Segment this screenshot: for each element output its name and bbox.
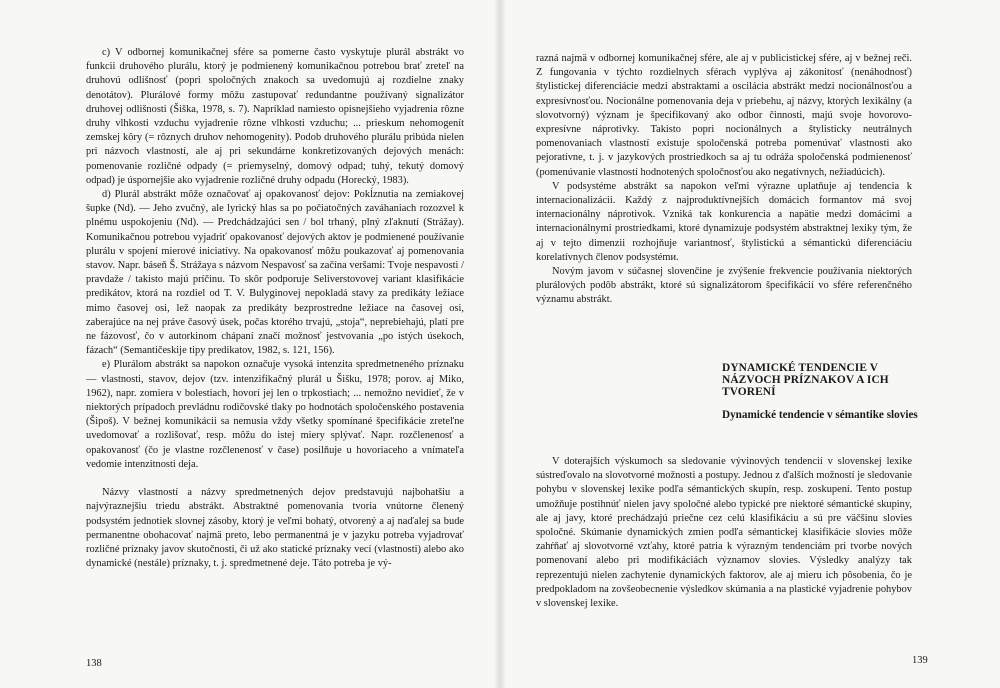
section-heading-block <box>722 362 922 421</box>
section-heading: DYNAMICKÉ TENDENCIE V NÁZVOCH PRÍZNAKOV A ICH TVORENÍ <box>722 362 889 399</box>
paragraph-d: d) Plurál abstrákt môže označovať aj opakovanosť dejov: Pokĺznutia na zemiakovej šupke (Nd). — Jeho zvučný, ale lyrický hlas sa po počiatočných zaváhaniach rozozvel k plnému uspokojeniu (Nd). — Predchádzajúci sen / bol trhaný, plný zľaknutí (Strážay). Komunikačnou potrebou vyjadriť opakovanosť dejových aktov je podmienené používanie plurálu v spojení mierové iniciatívy. Na opakovanosť môžu poukazovať aj pomenovania stavov. Napr. báseň Š. Strážaya s názvom Nespavosť sa začína veršami: Tvoje nespavosti / pravdaže / takisto majú príčinu. To skôr podporuje Seliverstovovej variant klasifikácie predikátov, ktorá na rozdiel od T. V. Bulyginovej nepokladá stavy za predikáty ležiace mimo časovej osi, lež naopak za predikáty bezprostredne ležiace na časovej osi, zaberajúce na nej práve časový úsek, počas ktorého trvajú, „stoja“, neprebiehajú, platí pre ne fázovosť, čo v autorkinom chápaní značí možnosť jestvovania „po istých úsekoch, fázach“ (Semantičeskije tipy predikatov, 1982, s. 121, 156). <box>86 189 464 357</box>
subsection-heading: Dynamické tendencie v sémantike slovies <box>722 408 918 421</box>
paragraph-names: Názvy vlastností a názvy spredmetnených dejov predstavujú najbohatšiu a najvýraznejšiu triedu abstrákt. Abstraktné pomenovania tvoria vnútorne členený podsystém jednotiek slovnej zásoby, ktorý je veľmi bohatý, otvorený a aj naďalej sa bude permanentne obohacovať najmä preto, lebo permanentná je v jazyku potreba vyjadrovať rozličné príznaky javov skutočnosti, či už ako statické príznaky vecí (vlastnosti) alebo ako dynamické (nestále) príznaky, t. j. spredmetnené deje. Táto potreba je vý- <box>86 487 464 570</box>
page-number-right: 139 <box>912 655 928 666</box>
paragraph-research: V doterajších výskumoch sa sledovanie vývinových tendencií v slovenskej lexike sústreďovalo na slovotvorné možnosti a postupy. Jednou z ďalších možností je sledovanie pohybu v slovenskej lexike podľa sémantických skupín, resp. zoskupení. Tento postup umožňuje postihnúť nielen javy spoločné alebo typické pre niektoré sémantické skupiny, ale aj javy, ktoré prechádzajú priečne cez celú klasifikáciu a sú pre väčšinu slovies spoločné. Skúmanie dynamických zmien podľa sémantickej klasifikácie slovies môže zahŕňať aj slovotvorné vzťahy, ktoré patria k výrazným tendenciám pri tvorbe nových pomenovaní alebo pri modifikáciách významov slovies. Výsledky analýzy tak reprezentujú nielen zachytenie dynamických faktorov, ale aj mieru ich pôsobenia, čo je predpokladom na zovšeobecnenie výsledkov skúmania a na plastické vyjadrenie pohybov v slovenskej lexike. <box>536 456 912 610</box>
page-number-left: 138 <box>86 658 102 669</box>
paragraph-new-phenomenon: Novým javom v súčasnej slovenčine je zvýšenie frekvencie používania niektorých plurálových podôb abstrákt, ktoré sú signalizátorom špecifikácií vo sfére referenčného významu abstrákt. <box>536 266 912 306</box>
paragraph-internationalization: V podsystéme abstrákt sa napokon veľmi výrazne uplatňuje aj tendencia k internacionalizácii. Každý z najproduktívnejších domácich formantov má svoj internacionálny náprotivok. Vzniká tak konkurencia a napätie medzi domácimi a internacionálnymi prostriedkami, ktoré dynamizuje podsystém abstraktnej lexiky tým, že aj v tejto dimenzii rozhojňuje variantnosť, štylistickú a sémantickú diferenciáciu korelatívnych členov podsystémи. <box>536 180 912 263</box>
paragraph-continuation: razná najmä v odbornej komunikačnej sfére, ale aj v publicistickej sfére, aj v bežnej reči. Z fungovania v týchto rozdielnych sférach vyplýva aj zákonitosť (nenáhodnosť) štylistickej diferenciácie medzi abstraktami a osciláciа abstrákt medzi nocionálnosťou a expresívnosťou. Nocionálne pomenovania deja v priebehu, aj názvy, ktorých lexikálny (a slovotvorný) význam je špecifikovaný ako odbor činnosti, majú svoje hovorovo-expresívne náprotivky. Takisto popri nocionálnych a štylisticky neutrálnych pomenovaniach vlastností existuje spoločenská potreba pomenúvať vlastnosti ako pejoratívne, t. j. v jazykových prostriedkoch sa aj tu odráža spoločenská podmienenosť (pomenúvanie vlastností hodnotených spoločnosťou ako negatívnych, nežiadúcich). <box>536 53 912 178</box>
paragraph-c: c) V odbornej komunikačnej sfére sa pomerne často vyskytuje plurál abstrákt vo funkcii druhového plurálu, ktorý je podmienený komunikačnou potrebou brať zreteľ na druhovú odlišnosť (popri spoločných znakoch sa uvedomujú aj rozdielne znaky denotátov). Plurálové formy môžu zastupovať redundantne používaný signalizátor druhovej odlišnosti (Šiška, 1978, s. 7). Napríklad namiesto opisnejšieho vyjadrenia rôzne druhy vlhkosti vzduchu vyjadrenie rôzne vlhkosti vzduchu; ... prieskum nehomogenít zemskej kôry (= rôznych druhov nehomogenity). Podob druhového plurálu pribúda nielen pri názvoch vlastností, ale aj pri sekundárne konkretizovaných dejových menách: pomenovanie rozličné odpady (= priemyselný, domový odpad; tuhý, tekutý domový odpad) je úspornejšie ako vyjadrenie rozličné druhy odpadu (Horecký, 1983). <box>86 47 464 186</box>
paragraph-e: e) Plurálom abstrákt sa napokon označuje vysoká intenzita spredmetneného príznaku — vlastnosti, stavov, dejov (tzv. intenzifikačný plurál u Šišku, 1978; porov. aj Miko, 1962), napr. zomiera v bolestiach, hovorí jej len o trpkostiach; ... nemožno nevidieť, že v niektorých prípadoch prevládnu rodičovské tlaky po hodnotách spoločenského postavenia (Šipoš). V bežnej komunikácii sa nemusia vždy všetky spomínané špecifikácie zreteľne uvedomovať a rozlišovať, resp. môžu do istej miery splývať. Napr. rozčlenenosť a opakovanosť (čo je vlastne rozčlenenosť v čase) posilňuje u hovoriaceho a vnímateľa vedomie intenzitnosti deja. <box>86 359 464 470</box>
right-page-text-top <box>536 52 912 308</box>
left-page-text <box>86 46 464 571</box>
right-page-text-bottom <box>536 455 912 611</box>
right-page <box>500 0 1000 688</box>
